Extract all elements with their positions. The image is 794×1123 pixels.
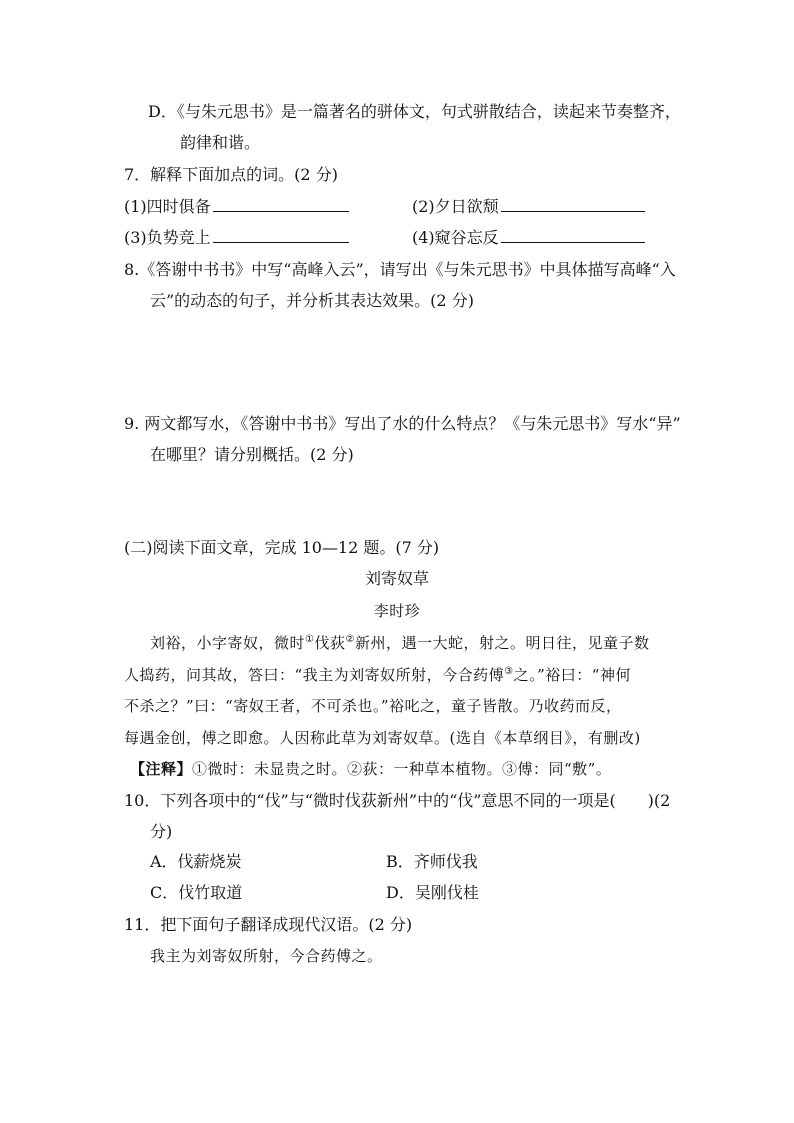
passage-notes xyxy=(130,758,611,780)
section2-heading: (二)阅读下面文章，完成 10—12 题。(7 分) xyxy=(124,538,440,557)
q7-item-4-text: 窥谷忘反 xyxy=(434,228,499,247)
q11-answer-area[interactable] xyxy=(124,975,684,1055)
q9-answer-area[interactable] xyxy=(124,474,684,529)
answer-blank[interactable] xyxy=(501,228,645,243)
q8-answer-area[interactable] xyxy=(124,320,684,400)
q7-item-1-text: 四时俱备 xyxy=(146,197,211,216)
q7-item-3-text: 负势竞上 xyxy=(146,228,211,247)
q8-line2: 云”的动态的句子，并分析其表达效果。(2 分) xyxy=(150,291,474,310)
q9-line1: 9. 两文都写水，《答谢中书书》写出了水的什么特点？《与朱元思书》写水“异” xyxy=(124,414,681,433)
passage-text: 新州，遇一大蛇，射之。明日往，见童子数 xyxy=(354,634,650,652)
q10-option-d[interactable]: D．吴刚伐桂 xyxy=(386,883,479,902)
note-marker: ② xyxy=(345,634,355,645)
answer-blank[interactable] xyxy=(501,197,645,212)
note-marker: ③ xyxy=(504,666,514,677)
q11-sentence: 我主为刘寄奴所射，今合药傅之。 xyxy=(150,947,383,965)
notes-label: 【注释】 xyxy=(130,760,193,778)
passage-line-2 xyxy=(124,664,631,686)
answer-blank[interactable] xyxy=(213,197,349,212)
passage-text: 人捣药，问其故，答曰：“我主为刘寄奴所射，今合药傅 xyxy=(124,666,505,684)
answer-blank[interactable] xyxy=(213,228,349,243)
q10-option-b[interactable]: B．齐师伐我 xyxy=(386,852,478,871)
q7-item-4-num: (4) xyxy=(412,228,435,247)
passage-line-3: 不杀之？”曰：“寄奴王者，不可杀也。”裕叱之，童子皆散。乃收药而反， xyxy=(124,697,622,715)
q10-option-c[interactable]: C．伐竹取道 xyxy=(150,883,243,902)
q7-item-1 xyxy=(124,196,349,218)
q7-item-2-num: (2) xyxy=(412,197,435,216)
q9-line2: 在哪里？请分别概括。(2 分) xyxy=(150,445,354,464)
passage-text: 之。”裕曰：“神何 xyxy=(513,666,631,684)
passage-author: 李时珍 xyxy=(373,602,421,620)
q6-option-d-line2: 韵律和谐。 xyxy=(180,133,261,152)
q10-line1: 10．下列各项中的“伐”与“微时伐荻新州”中的“伐”意思不同的一项是( )(2 xyxy=(124,791,671,810)
passage-line-4: 每遇金创，傅之即愈。人因称此草为刘寄奴草。(选自《本草纲目》，有删改) xyxy=(124,729,641,747)
q7-item-2-text: 夕日欲颓 xyxy=(434,197,499,216)
q7-item-1-num: (1) xyxy=(124,197,147,216)
q8-line1: 8.《答谢中书书》中写“高峰入云”，请写出《与朱元思书》中具体描写高峰“入 xyxy=(124,260,676,279)
passage-text: 刘裕，小字寄奴，微时 xyxy=(150,634,306,652)
passage-text: 伐荻 xyxy=(314,634,346,652)
q7-item-4 xyxy=(412,227,645,249)
q10-option-a[interactable]: A．伐薪烧炭 xyxy=(150,852,242,871)
q7-item-2 xyxy=(412,196,645,218)
q10-line2: 分) xyxy=(150,822,173,841)
q7-item-3 xyxy=(124,227,349,249)
notes-text: ①微时：未显贵之时。②荻：一种草本植物。③傅：同“敷”。 xyxy=(192,760,612,778)
q7-stem: 7．解释下面加点的词。(2 分) xyxy=(124,165,338,184)
passage-line-1 xyxy=(150,632,649,654)
note-marker: ① xyxy=(305,634,315,645)
passage-title: 刘寄奴草 xyxy=(364,569,429,588)
q7-item-3-num: (3) xyxy=(124,228,147,247)
q6-option-d-line1: D．《与朱元思书》是一篇著名的骈体文，句式骈散结合，读起来节奏整齐， xyxy=(148,102,681,121)
q11-stem: 11．把下面句子翻译成现代汉语。(2 分) xyxy=(124,915,413,934)
